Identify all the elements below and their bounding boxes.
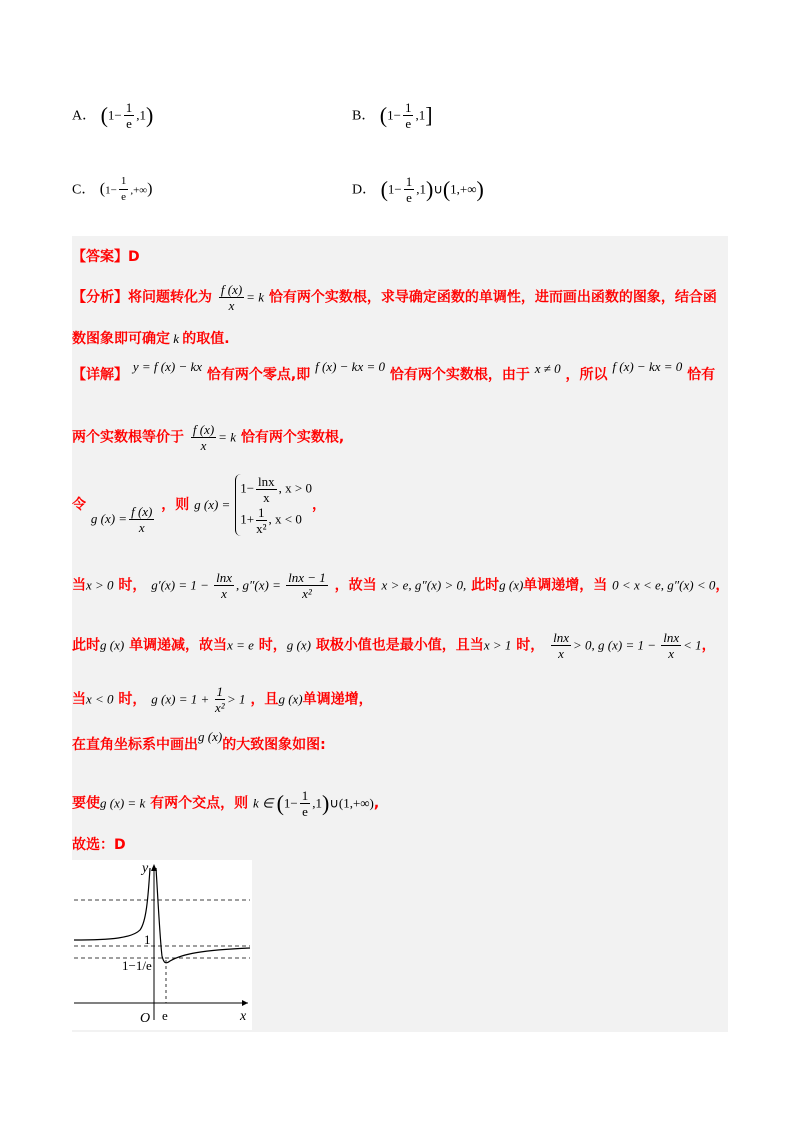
graph-svg	[72, 860, 252, 1030]
detail-line-4: 当x > 0 时， g′(x) = 1 − $\frac{\ln x}{x}$ , g″(x) = $\frac{\ln x - 1}{\text{x²}}$ ，故当 x > e, g″(x) > 0, 此时g (x)单调递增，当 0 < x < e, g″(x) < 0，	[72, 570, 730, 601]
option-c-label: C．	[72, 182, 96, 198]
min-label: 1−1/e	[122, 958, 152, 973]
option-d-label: D．	[352, 182, 377, 198]
detail-line-8: 要使g (x) = k 有两个交点，则 k ∈ (1− $\frac{1}{e}$ ,1)∪(1,+∞),	[72, 788, 380, 819]
option-b[interactable]: B． (1− $\frac{1}{e}$ ,1]	[352, 100, 433, 131]
answer-tag: 【答案】	[72, 249, 128, 265]
option-d[interactable]: D． (1− $\frac{1}{e}$ ,1)∪(1,+∞)	[352, 174, 484, 205]
curve-right-branch	[156, 868, 250, 963]
analysis-line-1: 【分析】将问题转化为 $\frac{f (x)}{x}$ = k 恰有两个实数根，求导确定函数的单调性，进而画出函数的图象，结合函	[72, 282, 717, 313]
curve-left-branch	[74, 868, 150, 940]
detail-line-3: 令 g (x) = $\frac{f (x)}{x}$ ，则 g (x) = 1− $\frac{\ln x}{x}$ , x > 0 1+ $\frac{1}{\text{x²}}$ , x < 0 ，	[72, 474, 327, 536]
x-axis-arrow	[242, 1000, 248, 1006]
detail-line-6: 当x < 0 时， g (x) = 1 + $\frac{1}{\text{x²}}$ > 1 ，且g (x)单调递增，	[72, 684, 373, 715]
detail-line-1: 【详解】 y = f (x) − kx 恰有两个零点,即 f (x) − kx = 0 恰有两个实数根，由于 x ≠ 0 ，所以 f (x) − kx = 0 恰有	[72, 359, 716, 383]
option-c[interactable]: C． (1− $\frac{1}{e}$ ,+∞)	[72, 175, 153, 203]
detail-line-7: 在直角坐标系中画出g (x)的大致图象如图:	[72, 729, 326, 753]
detail-line-2: 两个实数根等价于 $\frac{f (x)}{x}$ = k 恰有两个实数根,	[72, 422, 345, 453]
solution-panel	[72, 236, 728, 1032]
y-axis-label: y	[142, 861, 149, 876]
one-label: 1	[144, 932, 151, 947]
e-label: e	[162, 1008, 168, 1023]
x-axis-label: x	[240, 1009, 247, 1024]
detail-line-5: 此时g (x) 单调递减，故当x = e 时，g (x) 取极小值也是最小值，且当x > 1 时， $\frac{\ln x}{x}$ > 0, g (x) = 1 − $\frac{\ln x}{x}$ < 1，	[72, 630, 716, 661]
option-a-label: A．	[72, 108, 97, 124]
analysis-line-2: 数图象即可确定 k 的取值.	[72, 331, 230, 347]
function-graph	[72, 860, 252, 1030]
detail-line-9: 故选：D	[72, 837, 126, 853]
answer-value: D	[128, 249, 140, 265]
answer-line	[72, 246, 140, 266]
option-a[interactable]: A． (1− $\frac{1}{e}$ ,1)	[72, 100, 154, 131]
origin-label: O	[140, 1011, 151, 1026]
option-b-label: B．	[352, 108, 376, 124]
